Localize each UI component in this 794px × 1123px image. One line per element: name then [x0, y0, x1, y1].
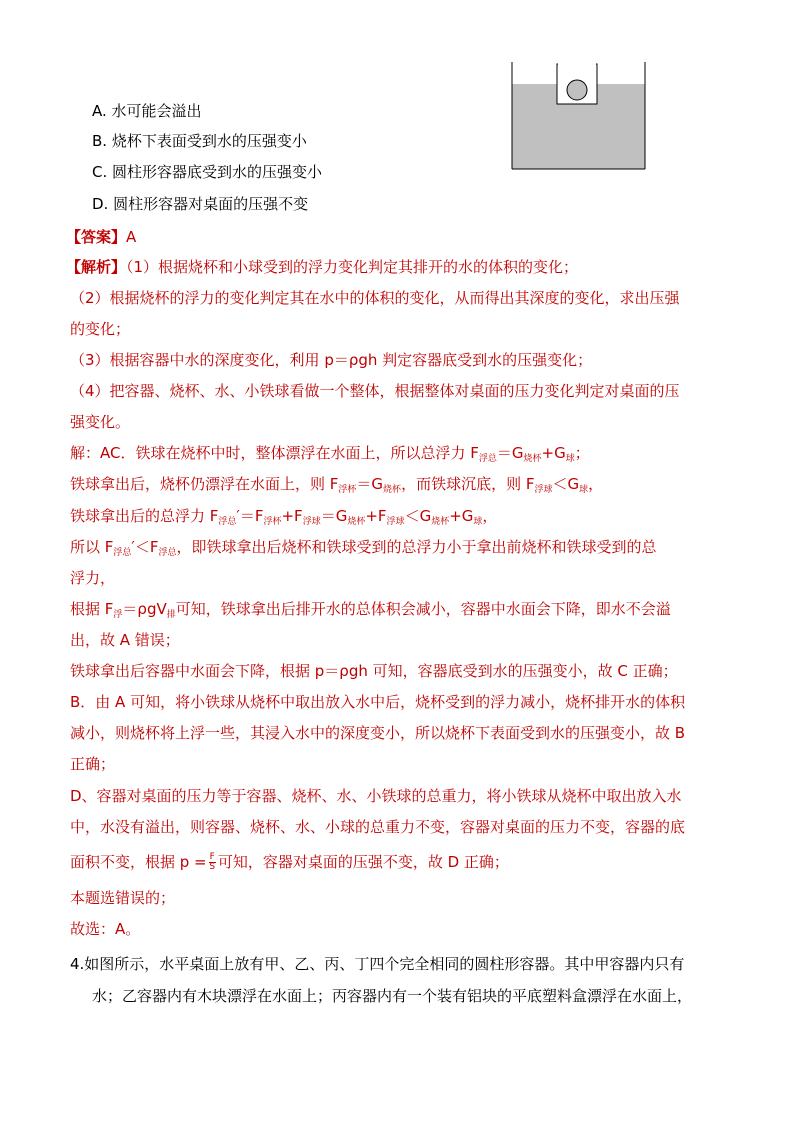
solution-line-10: 故选：A。 [70, 920, 141, 938]
solution-line-5: 根据 $F_浮=\rho gV_排$可知，铁球拿出后排开水的总体积会减小，容器中水面会下降，即水不会溢 [70, 600, 671, 620]
option-b: B. 烧杯下表面受到水的压强变小 [92, 132, 307, 150]
solution-line-7b: 减小，则烧杯将上浮一些，其浸入水中的深度变小，所以烧杯下表面受到水的压强变小，故 B [70, 724, 686, 742]
solution-line-8a: D、容器对桌面的压力等于容器、烧杯、水、小铁球的总重力，将小铁球从烧杯中取出放入水 [70, 787, 682, 805]
answer-tag: 【答案】 [66, 228, 127, 246]
option-a: A. 水可能会溢出 [92, 102, 202, 120]
option-c: C. 圆柱形容器底受到水的压强变小 [92, 163, 323, 181]
question-4-line-2: 水；乙容器内有木块漂浮在水面上；丙容器内有一个装有铝块的平底塑料盒漂浮在水面上， [92, 987, 693, 1005]
answer-value: A [126, 228, 137, 246]
option-d: D. 圆柱形容器对桌面的压强不变 [92, 195, 309, 213]
analysis-p2b: 的变化； [70, 320, 131, 338]
analysis-tag: 【解析】 [66, 258, 127, 276]
analysis-p1: 【解析】（1）根据烧杯和小球受到的浮力变化判定其排开的水的体积的变化； [66, 258, 579, 276]
solution-line-7c: 正确； [70, 755, 116, 773]
analysis-p2a: （2）根据烧杯的浮力的变化判定其在水中的体积的变化，从而得出其深度的变化，求出压强 [70, 289, 680, 307]
solution-line-6: 铁球拿出后容器中水面会下降，根据 p＝ρgh 可知，容器底受到水的压强变小，故 C 正确； [70, 662, 678, 680]
solution-line-8c: 面积不变，根据 p = $\frac{F}{S}$ 可知，容器对桌面的压强不变，故 D 正确； [70, 852, 509, 872]
pressure-fraction: $\frac{F}{S}$ [209, 852, 216, 872]
question-4-line-1: 4.如图所示，水平桌面上放有甲、乙、丙、丁四个完全相同的圆柱形容器。其中甲容器内只有 [70, 955, 685, 973]
solution-line-4b: 浮力， [70, 569, 116, 587]
iron-ball [567, 80, 587, 100]
solution-line-4: 所以 $F_{浮总}'<F_{浮总}$，即铁球拿出后烧杯和铁球受到的总浮力小于拿出前烧杯和铁球受到的总 [70, 538, 657, 558]
analysis-p3: （3）根据容器中水的深度变化，利用 p＝ρgh 判定容器底受到水的压强变化； [70, 351, 593, 369]
solution-line-2: 铁球拿出后，烧杯仍漂浮在水面上，则 $F_{浮杯}=G_{烧杯}$，而铁球沉底，则 $F_{浮球}<G_球$， [70, 475, 604, 495]
solution-line-1: 解：AC．铁球在烧杯中时，整体漂浮在水面上，所以总浮力 $F_{浮总}=G_{烧杯}+G_球$； [70, 444, 590, 464]
solution-line-8b: 中，水没有溢出，则容器、烧杯、水、小球的总重力不变，容器对桌面的压力不变，容器的底 [70, 818, 686, 836]
solution-line-3: 铁球拿出后的总浮力 $F_{浮总}'=F_{浮杯}+F_{浮球}=G_{烧杯}+F_{浮球}<G_{烧杯}+G_球$， [70, 507, 498, 527]
container-figure [510, 62, 650, 172]
solution-line-7a: B．由 A 可知，将小铁球从烧杯中取出放入水中后，烧杯受到的浮力减小，烧杯排开水的体积 [70, 693, 686, 711]
solution-line-5b: 出，故 A 错误； [70, 631, 180, 649]
analysis-p4b: 强变化。 [70, 413, 131, 431]
solution-line-9: 本题选错误的； [70, 889, 176, 907]
analysis-p4a: （4）把容器、烧杯、水、小铁球看做一个整体，根据整体对桌面的压力变化判定对桌面的压 [70, 382, 680, 400]
answer-line [66, 226, 136, 248]
